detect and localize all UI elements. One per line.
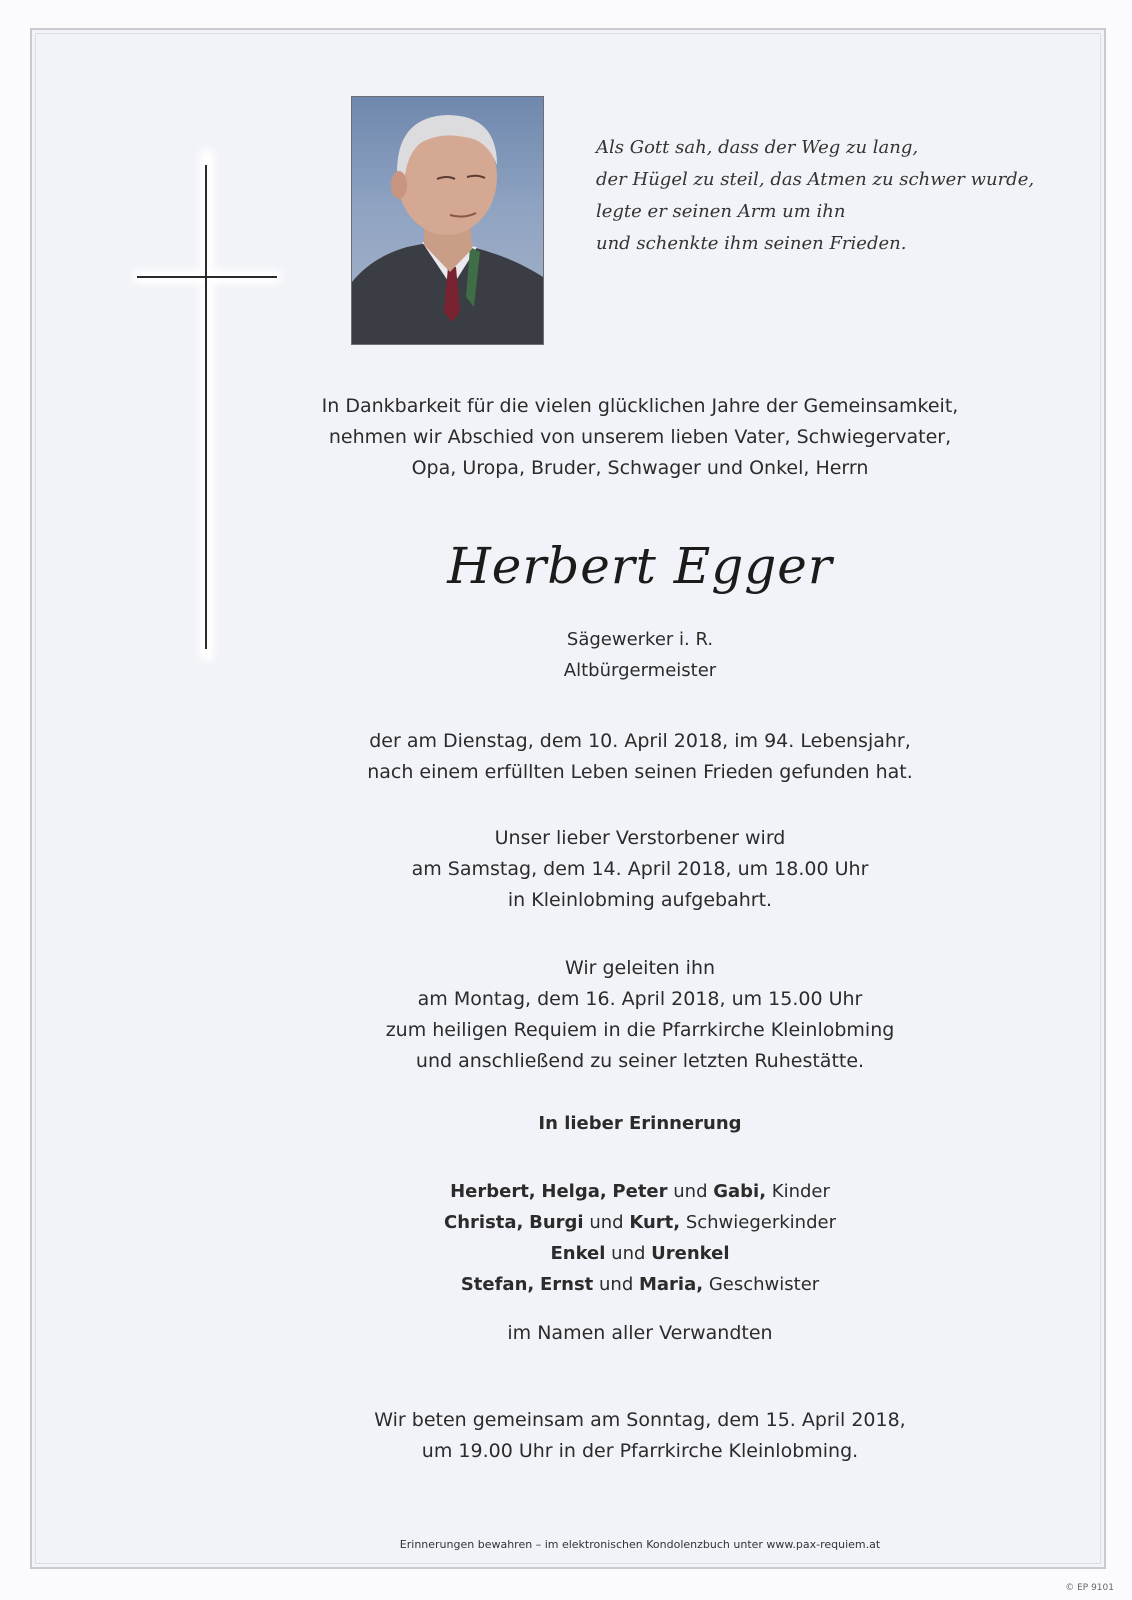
family-line-children (230, 1176, 1050, 1207)
family-conjunction: und (673, 1181, 708, 1202)
family-name: Stefan, (460, 1274, 535, 1295)
viewing-line: Unser lieber Verstorbener wird (494, 827, 786, 849)
death-notice (230, 726, 1050, 788)
family-name: Gabi, (713, 1181, 767, 1202)
family-conjunction: und (611, 1243, 646, 1264)
death-line: der am Dienstag, dem 10. April 2018, im 94. Lebensjahr, (369, 730, 911, 752)
title-line: Altbürgermeister (563, 660, 717, 681)
family-conjunction: und (599, 1274, 634, 1295)
family-name: Christa, (444, 1212, 524, 1233)
prayer-line: Wir beten gemeinsam am Sonntag, dem 15. April 2018, (374, 1409, 906, 1431)
family-role: Schwiegerkinder (685, 1212, 836, 1233)
family-name: Maria, (639, 1274, 704, 1295)
cross-glow (200, 148, 214, 662)
family-name: Peter (612, 1181, 668, 1202)
viewing-line: in Kleinlobming aufgebahrt. (507, 889, 773, 911)
funeral-line: am Montag, dem 16. April 2018, um 15.00 Uhr (417, 988, 863, 1010)
footer-condolence-note: Erinnerungen bewahren – im elektronischen Kondolenzbuch unter www.pax-requiem.at (399, 1538, 881, 1551)
prayer-line: um 19.00 Uhr in der Pfarrkirche Kleinlobming. (421, 1440, 859, 1462)
verse-line: legte er seinen Arm um ihn (596, 201, 846, 222)
funeral-line: Wir geleiten ihn (564, 957, 716, 979)
family-name: Ernst (539, 1274, 594, 1295)
family-conjunction: und (589, 1212, 624, 1233)
family-name: Urenkel (651, 1243, 730, 1264)
portrait-illustration (352, 97, 543, 344)
funeral-line: und anschließend zu seiner letzten Ruhestätte. (415, 1050, 865, 1072)
title-line: Sägewerker i. R. (566, 629, 714, 650)
funeral-info (230, 953, 1050, 1077)
intro-line: nehmen wir Abschied von unserem lieben Vater, Schwiegervater, (328, 426, 952, 448)
family-role: Kinder (771, 1181, 830, 1202)
family-line-in-laws (230, 1207, 1050, 1238)
family-name: Enkel (550, 1243, 606, 1264)
verse-line: Als Gott sah, dass der Weg zu lang, (596, 137, 919, 158)
portrait-photo (351, 96, 544, 345)
family-line-grandchildren (230, 1238, 1050, 1269)
deceased-titles (230, 624, 1050, 686)
viewing-line: am Samstag, dem 14. April 2018, um 18.00 Uhr (411, 858, 869, 880)
family-list (230, 1176, 1050, 1300)
verse (596, 132, 1036, 260)
verse-line: und schenkte ihm seinen Frieden. (596, 233, 907, 254)
intro-line: In Dankbarkeit für die vielen glücklichen Jahre der Gemeinsamkeit, (321, 395, 959, 417)
intro-text (230, 391, 1050, 484)
family-role: Geschwister (708, 1274, 820, 1295)
prayer-info (230, 1405, 1050, 1467)
family-line-siblings (230, 1269, 1050, 1300)
family-name: Herbert, (450, 1181, 536, 1202)
cross-icon (205, 165, 207, 649)
cross-icon-bar (137, 276, 277, 278)
print-code: © EP 9101 (1065, 1583, 1114, 1593)
relatives-note: im Namen aller Verwandten (507, 1322, 773, 1344)
deceased-name: Herbert Egger (447, 537, 833, 595)
viewing-info (230, 823, 1050, 916)
family-name: Burgi (529, 1212, 584, 1233)
family-name: Helga, (541, 1181, 607, 1202)
intro-line: Opa, Uropa, Bruder, Schwager und Onkel, Herrn (411, 457, 869, 479)
funeral-line: zum heiligen Requiem in die Pfarrkirche Kleinlobming (385, 1019, 895, 1041)
verse-line: der Hügel zu steil, das Atmen zu schwer wurde, (596, 169, 1035, 190)
death-line: nach einem erfüllten Leben seinen Frieden gefunden hat. (367, 761, 913, 783)
memory-heading: In lieber Erinnerung (538, 1113, 742, 1134)
family-name: Kurt, (629, 1212, 681, 1233)
